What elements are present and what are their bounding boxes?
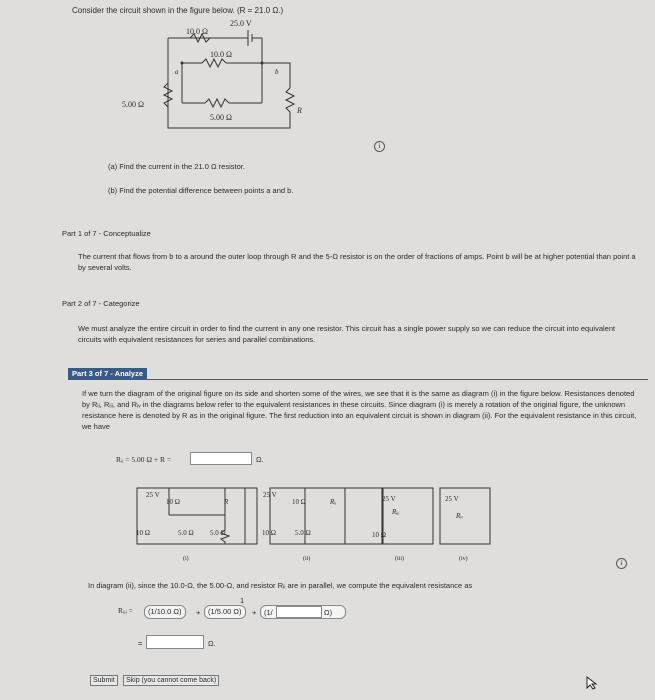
eq2-plus2: + bbox=[252, 608, 257, 617]
eq3-left: = bbox=[138, 639, 143, 648]
diag-iv-battery: 25 V bbox=[445, 495, 459, 503]
part3-text2: In diagram (ii), since the 10.0-Ω, the 5.00-Ω, and resistor Rᵢᵢ are in parallel, we compute the equivalent resistance as bbox=[88, 581, 473, 590]
diag-i-label: (i) bbox=[183, 556, 189, 562]
part1-text: The current that flows from b to a around the outer loop through R and the 5-Ω resistor is on the order of fractions of amps. Point b will be at higher potential than point a by several volts. bbox=[78, 252, 636, 272]
label-battery: 25.0 V bbox=[230, 19, 252, 28]
diag-iii-r2: 10 Ω bbox=[372, 531, 386, 539]
question-a: (a) Find the current in the 21.0 Ω resistor. bbox=[108, 162, 245, 171]
eq2-plus1: + bbox=[196, 608, 201, 617]
diag-iii-battery: 25 V bbox=[382, 495, 396, 503]
info-icon-2[interactable]: i bbox=[616, 558, 627, 569]
diag-i-r1: 10 Ω bbox=[166, 498, 180, 506]
label-point-b: b bbox=[275, 68, 279, 76]
label-middle-resistor: 10.0 Ω bbox=[210, 50, 232, 59]
diag-i-r5: R bbox=[224, 498, 229, 506]
skip-button[interactable]: Skip (you cannot come back) bbox=[123, 675, 219, 686]
label-point-a: a bbox=[175, 68, 179, 76]
eq3-unit: Ω. bbox=[208, 639, 216, 648]
diagrams-figure bbox=[125, 470, 505, 560]
original-circuit-figure bbox=[110, 18, 330, 148]
label-inner-resistor: 5.00 Ω bbox=[210, 113, 232, 122]
eq2-t3: (1/ bbox=[264, 608, 273, 617]
part3-divider bbox=[68, 379, 648, 380]
part2-text: We must analyze the entire circuit in order to find the current in any one resistor. This circuit has a single power supply so we can reduce the circuit into equivalent circuits with equivalent resistances for series and parallel combinations. bbox=[78, 324, 616, 344]
diag-iii-r1: Rᵢᵢᵢ bbox=[392, 508, 400, 516]
diag-ii-r2: 10 Ω bbox=[262, 529, 276, 537]
eq2-num: 1 bbox=[240, 596, 245, 605]
eq2-left: Rᵢᵢᵢ = bbox=[118, 606, 133, 615]
label-top-resistor: 10.0 Ω bbox=[186, 27, 208, 36]
r-iii-input[interactable] bbox=[146, 635, 204, 649]
eq1-left: Rᵢᵢ = 5.00 Ω + R = bbox=[116, 455, 172, 464]
diag-i-battery: 25 V bbox=[146, 491, 160, 499]
submit-button[interactable]: Submit bbox=[90, 675, 118, 686]
label-right-resistor: R bbox=[297, 106, 302, 115]
mouse-cursor-icon bbox=[586, 676, 598, 690]
diag-i-r3: 5.0 Ω bbox=[178, 529, 194, 537]
diag-ii-r4: Rᵢᵢ bbox=[330, 498, 337, 506]
diag-ii-battery: 25 V bbox=[263, 491, 277, 499]
r-ii-parallel-input[interactable] bbox=[276, 606, 322, 618]
diag-iv-r1: Rᵢᵥ bbox=[456, 512, 464, 520]
problem-intro: Consider the circuit shown in the figure below. (R = 21.0 Ω.) bbox=[72, 6, 284, 15]
diag-i-r2: 10 Ω bbox=[136, 529, 150, 537]
r-ii-input[interactable] bbox=[190, 452, 252, 465]
part2-title: Part 2 of 7 - Categorize bbox=[62, 299, 140, 308]
part3-text: If we turn the diagram of the original figure on its side and shorten some of the wires, we see that it is the same as diagram (i) in the figure below. Resistances denoted by Rᵢᵢ, Rᵢᵢᵢ, and Rᵢᵥ in the diagrams below refer to the equivalent resistances in these circuits. Since diagram (i) is merely a rotation of the original figure, the unknown resistance here is denoted by R as in the original figure. The first reduction into an equivalent circuit is shown in diagram (ii). For the equivalent resistance in this circuit, we have bbox=[82, 389, 637, 431]
part1-title: Part 1 of 7 - Conceptualize bbox=[62, 229, 151, 238]
diag-ii-r3: 5.0 Ω bbox=[295, 529, 311, 537]
eq1-unit: Ω. bbox=[256, 455, 264, 464]
info-icon[interactable]: i bbox=[374, 141, 385, 152]
question-b: (b) Find the potential difference between points a and b. bbox=[108, 186, 294, 195]
eq2-t2: (1/5.00 Ω) bbox=[204, 605, 246, 619]
diag-i-r4: 5.0 Ω bbox=[210, 529, 226, 537]
eq2-t3-end: Ω) bbox=[324, 608, 333, 617]
label-left-resistor: 5.00 Ω bbox=[122, 100, 144, 109]
diag-ii-r1: 10 Ω bbox=[292, 498, 306, 506]
part3-title: Part 3 of 7 - Analyze bbox=[68, 368, 147, 379]
diag-ii-label: (ii) bbox=[303, 556, 311, 562]
eq2-t1: (1/10.0 Ω) bbox=[144, 605, 186, 619]
diag-iii-label: (iii) bbox=[395, 556, 404, 562]
diag-iv-label: (iv) bbox=[459, 556, 468, 562]
